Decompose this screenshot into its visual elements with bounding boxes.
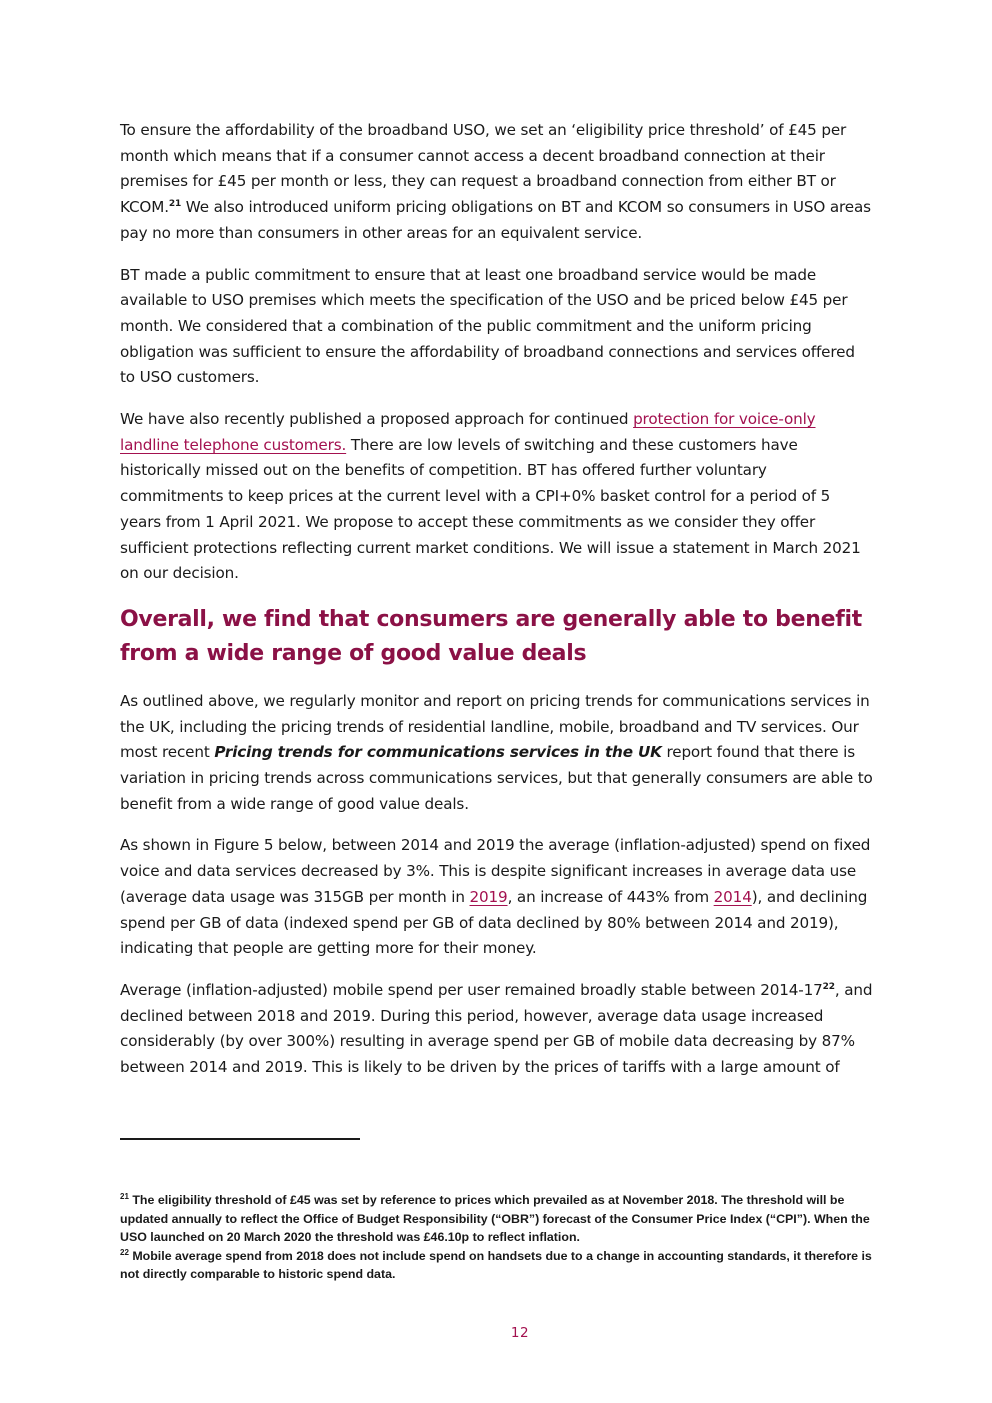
- paragraph-voice-only-protection: [120, 407, 874, 587]
- page-number: 12: [510, 1325, 530, 1341]
- paragraph-uso-affordability: [120, 118, 874, 247]
- link-2014[interactable]: 2014: [713, 887, 752, 906]
- main-content: [120, 118, 874, 1097]
- paragraph-text: We have also recently published a proposed approach for continued: [120, 410, 634, 429]
- paragraph-text: ), and declining spend per GB of data (indexed spend per GB of data declined by 80% between 2014 and 2019), indicating that people are getting more for their money.: [120, 887, 868, 958]
- paragraph-text: , and declined between 2018 and 2019. During this period, however, average data usage increased considerably (by over 300%) resulting in average spend per GB of mobile data decreasing by 87% between 2014 and 2019. This is likely to be driven by the prices of tariffs with a large amount of: [120, 980, 873, 1077]
- footnote-divider: [120, 1138, 360, 1140]
- footnote-number: 21: [120, 1192, 129, 1201]
- footnote-text: Mobile average spend from 2018 does not include spend on handsets due to a change in accounting standards, it therefore is not directly comparable to historic spend data.: [120, 1248, 872, 1281]
- paragraph-mobile-spend: [120, 978, 874, 1081]
- paragraph-pricing-trends: [120, 689, 874, 818]
- paragraph-text: report found that there is variation in pricing trends across communications services, but that generally consumers are able to benefit from a wide range of good value deals.: [120, 743, 873, 813]
- footnotes: [120, 1191, 874, 1284]
- footnote-22: [120, 1247, 874, 1284]
- footnote-ref-22[interactable]: 22: [822, 981, 835, 992]
- paragraph-text: To ensure the affordability of the broadband USO, we set an ‘eligibility price threshold’ of £45 per month which means that if a consumer cannot access a decent broadband connection at their premises for £45 per month or less, they can request a broadband connection from either BT or KCOM.: [120, 121, 847, 217]
- paragraph-text: Average (inflation-adjusted) mobile spend per user remained broadly stable between 2014-17: [120, 980, 823, 999]
- paragraph-fixed-spend: [120, 833, 874, 962]
- paragraph-text: We also introduced uniform pricing obligations on BT and KCOM so consumers in USO areas pay no more than consumers in other areas for an equivalent service.: [120, 198, 871, 242]
- footnote-21: [120, 1191, 874, 1247]
- link-2019[interactable]: 2019: [469, 887, 508, 906]
- report-title: Pricing trends for communications services in the UK: [214, 743, 662, 762]
- paragraph-text: There are low levels of switching and these customers have historically missed out on the benefits of competition. BT has offered further voluntary commitments to keep prices at the current level with a CPI+0% basket control for a period of 5 years from 1 April 2021. We propose to accept these commitments as we consider they offer sufficient protections reflecting current market conditions. We will issue a statement in March 2021 on our decision.: [120, 435, 861, 583]
- section-heading: Overall, we find that consumers are generally able to benefit from a wide range of good value deals: [120, 606, 862, 666]
- footnote-ref-21[interactable]: 21: [168, 199, 182, 210]
- footnote-number: 22: [120, 1247, 129, 1257]
- footnote-text: The eligibility threshold of £45 was set by reference to prices which prevailed as at November 2018. The threshold will be updated annually to reflect the Office of Budget Responsibility (“OBR”) forecast of the Consumer Price Index (“CPI”). When the USO launched on 20 March 2020 the threshold was £46.10p to reflect inflation.: [120, 1193, 870, 1244]
- paragraph-text: As outlined above, we regularly monitor and report on pricing trends for communications services in the UK, including the pricing trends of residential landline, mobile, broadband and TV services. Our most recent: [120, 691, 870, 762]
- paragraph-text: As shown in Figure 5 below, between 2014 and 2019 the average (inflation-adjusted) spend on fixed voice and data services decreased by 3%. This is despite significant increases in average data use (average data usage was 315GB per month in: [120, 836, 871, 906]
- paragraph-text: , an increase of 443% from: [507, 887, 714, 906]
- voice-only-protection-link[interactable]: protection for voice-only landline telephone customers.: [120, 410, 816, 454]
- paragraph-bt-commitment: BT made a public commitment to ensure that at least one broadband service would be made available to USO premises which meets the specification of the USO and be priced below £45 per month. We considered that a combination of the public commitment and the uniform pricing obligation was sufficient to ensure the affordability of broadband connections and services offered to USO customers.: [120, 265, 855, 387]
